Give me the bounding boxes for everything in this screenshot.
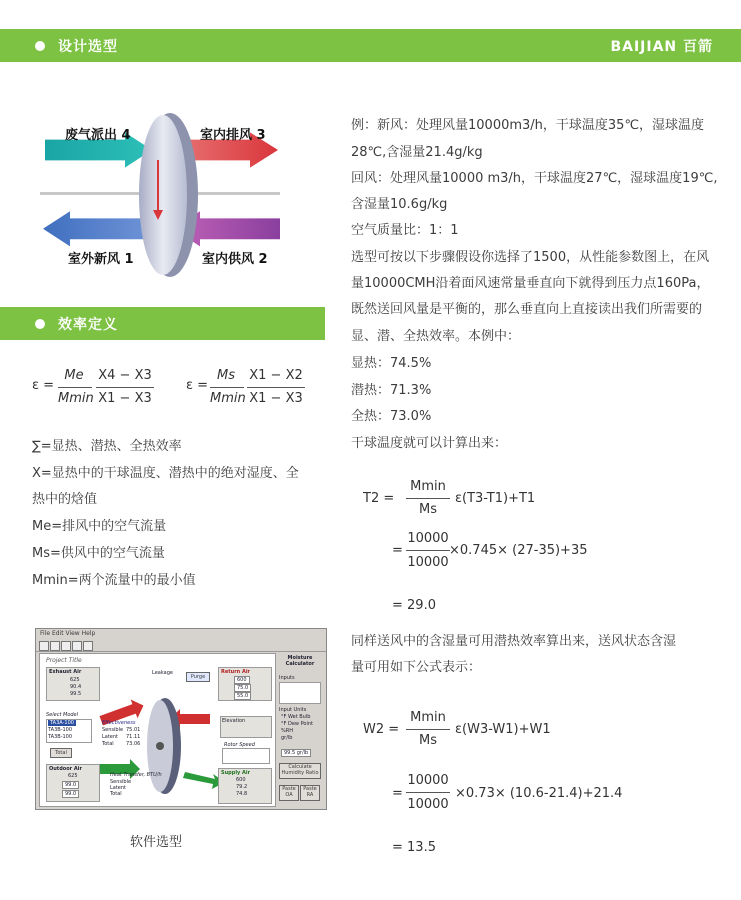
- numerator: X4 − X3: [98, 368, 152, 383]
- eps-symbol: ε =: [186, 378, 209, 393]
- example-line: 回风：处理风量10000 m3/h，干球温度27℃，湿球温度19℃,: [351, 171, 718, 186]
- example-line: 28℃,含湿量21.4g/kg: [351, 145, 483, 160]
- t2-rest: ε(T3-T1)+T1: [455, 491, 536, 506]
- bullet-icon: [35, 319, 45, 329]
- fraction-rule: [406, 729, 450, 730]
- paste-ra-button[interactable]: Paste RA: [300, 785, 320, 801]
- sw-wheel-hub: [156, 742, 164, 750]
- outdoor-air-label: Outdoor Air: [49, 766, 82, 772]
- example-line: 既然送回风量是平衡的，那么垂直向上直接读出我们所需要的: [351, 302, 703, 317]
- heat-transfer-label: Heat Transfer, BTU/h: [110, 772, 162, 778]
- w2-num: Mmin: [410, 710, 446, 725]
- fraction-rule: [58, 387, 92, 388]
- example-line: 显热：74.5%: [351, 356, 432, 371]
- return-db[interactable]: 75.0: [234, 684, 251, 692]
- ht-total: Total: [110, 791, 122, 797]
- model-item[interactable]: TA3B-100: [48, 727, 73, 733]
- w2-rest2: ×0.73× (10.6-21.4)+21.4: [455, 786, 623, 801]
- eff-latent-value: 71.11: [126, 734, 141, 740]
- project-title: Project Title: [46, 657, 82, 664]
- paste-oa-button[interactable]: Paste OA: [279, 785, 299, 801]
- effectiveness-label: Effectiveness: [102, 720, 136, 726]
- ht-sensible: Sensible: [110, 779, 132, 785]
- w2-result: = 13.5: [392, 840, 436, 855]
- software-screenshot: [35, 628, 327, 810]
- eff-total-label: Total: [102, 741, 114, 747]
- eff-sensible-value: 75.01: [126, 727, 141, 733]
- calculate-button[interactable]: Calculate Humidity Ratio: [279, 763, 321, 779]
- exhaust-scfm: 625: [70, 677, 80, 683]
- example-line: 潜热：71.3%: [351, 383, 432, 398]
- elevation-label: Elevation: [222, 718, 246, 724]
- t2-num: Mmin: [410, 479, 446, 494]
- model-item[interactable]: TA3B-100: [48, 734, 73, 740]
- supply-gr: 74.8: [236, 791, 248, 797]
- section-bar-efficiency: [0, 307, 325, 340]
- example-line: 选型可按以下步骤假设你选择了1500，从性能参数图上，在风: [351, 250, 710, 265]
- label-exhaust: 废气派出 4: [65, 128, 131, 143]
- wheel-face: [139, 115, 187, 275]
- ms-symbol: Ms: [217, 368, 235, 383]
- example-line: 全热：73.0%: [351, 409, 432, 424]
- radio-grlb[interactable]: gr/lb: [281, 735, 293, 741]
- me-symbol: Me: [64, 368, 84, 383]
- software-toolbar: [36, 639, 326, 652]
- bullet-icon: [35, 41, 45, 51]
- moisture-title: Moisture Calculator: [285, 655, 315, 667]
- model-item[interactable]: TA3A-100: [50, 720, 74, 726]
- t2-rest2: ×0.745× (27-35)+35: [449, 543, 588, 558]
- purge-button[interactable]: Purge: [186, 672, 210, 682]
- mmin-symbol: Mmin: [210, 391, 246, 406]
- software-menu: File Edit View Help: [40, 630, 96, 637]
- supply-db: 79.2: [236, 784, 248, 790]
- outdoor-db[interactable]: 99.0: [62, 781, 79, 789]
- eff-total-value: 73.06: [126, 741, 141, 747]
- t2-result: = 29.0: [392, 598, 436, 613]
- outdoor-scfm: 625: [68, 773, 78, 779]
- supply-air-label: Supply Air: [221, 770, 251, 776]
- outdoor-arrow: [43, 211, 150, 246]
- wheel-diagram: [40, 100, 300, 290]
- denominator: X1 − X3: [249, 391, 303, 406]
- exhaust-gr: 99.5: [70, 691, 82, 697]
- leakage-label: Leakage: [152, 670, 173, 676]
- example-line: 空气质量比：1：1: [351, 223, 459, 238]
- t2-num2: 10000: [407, 531, 449, 546]
- example-line: 含湿量10.6g/kg: [351, 197, 448, 212]
- radio-wet-bulb[interactable]: °F Wet Bulb: [281, 714, 311, 720]
- fraction-rule: [406, 550, 450, 551]
- software-pane: [39, 653, 276, 807]
- denominator: X1 − X3: [98, 391, 152, 406]
- def-line: ∑=显热、潜热、全热效率: [32, 439, 182, 454]
- label-room-exhaust: 室内排风 3: [200, 128, 266, 143]
- inputs-label: Inputs: [279, 675, 295, 681]
- return-air-label: Return Air: [221, 669, 251, 675]
- t2-eq: =: [392, 543, 403, 558]
- label-outdoor: 室外新风 1: [68, 252, 134, 267]
- numerator: X1 − X2: [249, 368, 303, 383]
- radio-rh[interactable]: %RH: [281, 728, 293, 734]
- w2-den2: 10000: [407, 797, 449, 812]
- supply-scfm: 600: [236, 777, 246, 783]
- moisture-line: 量可用如下公式表示：: [351, 660, 482, 675]
- t2-den2: 10000: [407, 555, 449, 570]
- def-line: 热中的焓值: [32, 492, 98, 507]
- humidity-value: 99.5 gr/lb: [281, 749, 311, 757]
- outdoor-gr[interactable]: 99.0: [62, 790, 79, 798]
- inputs-box[interactable]: [279, 682, 321, 704]
- def-line: Mmin=两个流量中的最小值: [32, 573, 196, 588]
- total-button[interactable]: Total: [50, 748, 72, 758]
- exhaust-db: 90.4: [70, 684, 82, 690]
- moisture-calculator: [277, 653, 323, 805]
- rotor-speed-box[interactable]: [222, 748, 270, 764]
- radio-dew-point[interactable]: °F Dew Point: [281, 721, 313, 727]
- fraction-rule: [406, 498, 450, 499]
- t2-label: T2 =: [363, 491, 395, 506]
- def-line: Me=排风中的空气流量: [32, 519, 167, 534]
- example-line: 量10000CMH沿着面风速常量垂直向下就得到压力点160Pa，: [351, 276, 710, 291]
- t2-den: Ms: [419, 502, 437, 517]
- software-caption: 软件选型: [130, 835, 183, 850]
- return-scfm[interactable]: 600: [234, 676, 250, 684]
- eps-symbol: ε =: [32, 378, 55, 393]
- mmin-symbol: Mmin: [58, 391, 94, 406]
- section-title-efficiency: 效率定义: [58, 317, 118, 333]
- example-line: 干球温度就可以计算出来：: [351, 436, 508, 451]
- fraction-rule: [406, 792, 450, 793]
- w2-num2: 10000: [407, 773, 449, 788]
- w2-label: W2 =: [363, 722, 400, 737]
- section-title-design: 设计选型: [58, 39, 118, 55]
- brand-label: BAIJIAN 百箭: [610, 39, 713, 55]
- w2-eq: =: [392, 786, 403, 801]
- eff-sensible-label: Sensible: [102, 727, 124, 733]
- exhaust-air-label: Exhaust Air: [49, 669, 82, 675]
- return-gr[interactable]: 55.0: [234, 692, 251, 700]
- fraction-rule: [210, 387, 244, 388]
- label-room-supply: 室内供风 2: [202, 252, 268, 267]
- select-model-label: Select Model: [46, 712, 79, 718]
- example-line: 显、潜、全热效率。本例中：: [351, 329, 521, 344]
- rotor-speed-label: Rotor Speed: [224, 742, 255, 748]
- w2-rest: ε(W3-W1)+W1: [455, 722, 551, 737]
- moisture-line: 同样送风中的含湿量可用潜热效率算出来，送风状态含湿: [351, 634, 677, 649]
- w2-den: Ms: [419, 733, 437, 748]
- fraction-rule: [247, 387, 305, 388]
- eff-latent-label: Latent: [102, 734, 119, 740]
- def-line: X=显热中的干球温度、潜热中的绝对湿度、全: [32, 466, 299, 481]
- ht-latent: Latent: [110, 785, 127, 791]
- header-bar: [0, 29, 741, 62]
- def-line: Ms=供风中的空气流量: [32, 546, 165, 561]
- example-line: 例：新风：处理风量10000m3/h，干球温度35℃，湿球温度: [351, 118, 705, 133]
- input-units-label: Input Units: [279, 707, 307, 713]
- fraction-rule: [96, 387, 154, 388]
